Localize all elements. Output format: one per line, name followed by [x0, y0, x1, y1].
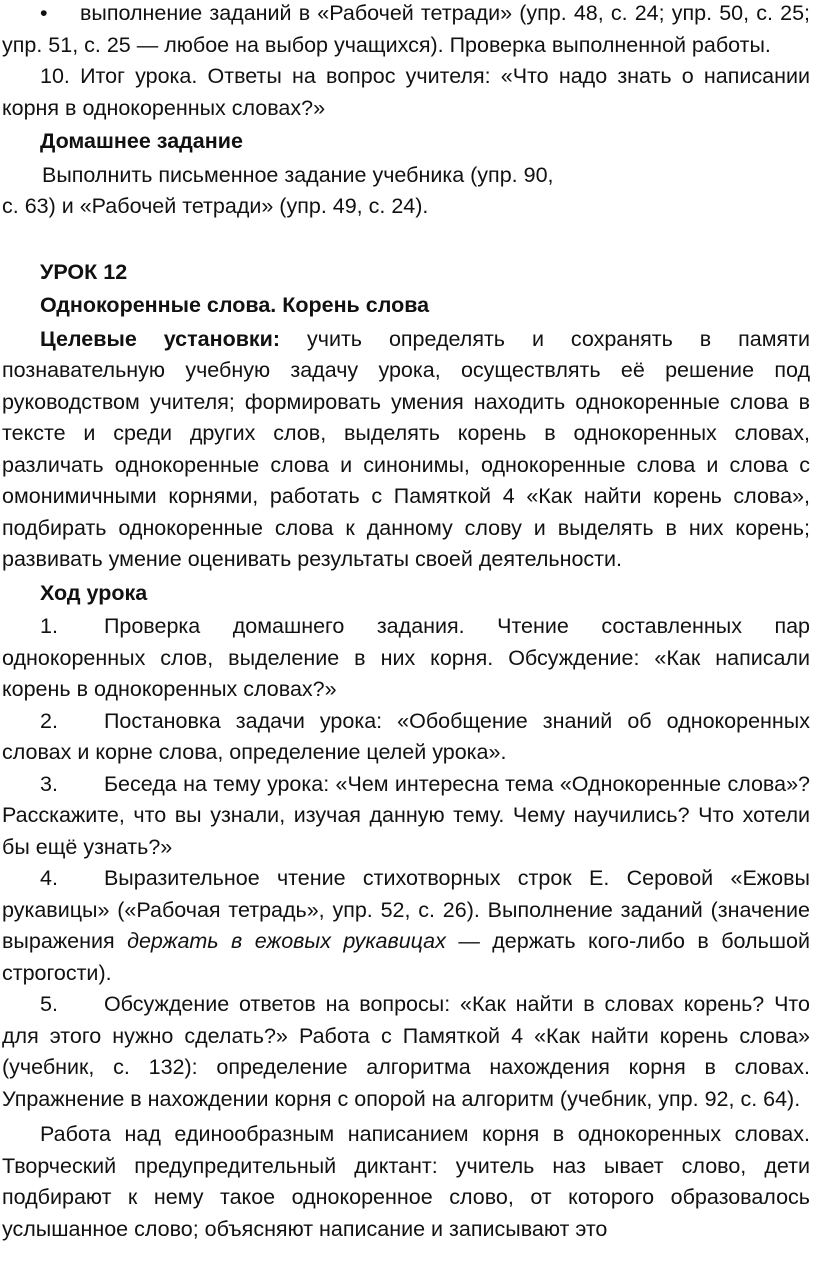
step-1-text: Проверка домашнего задания. Чтение составленных пар однокоренных слов, выделение в них корня. Обсуждение: «Как написали корень в однокоренных словах?» [2, 614, 810, 701]
step-1-paragraph [2, 611, 810, 706]
goals-text: учить определять и сохранять в памяти познавательную учебную задачу урока, осуществлять её решение под руководством учителя; формировать умения находить однокоренные слова в тексте и среди других слов, выделять корень в однокоренных словах, различать однокоренные слова и синонимы, однокоренные слова и слова с омонимичными корнями, работать с Памяткой 4 «Как найти корень слова», подбирать однокоренные слова к данному слову и выделять в них корень; развивать умение оценивать результаты своей деятельности. [2, 326, 810, 571]
closing-paragraph: Работа над единообразным написанием корня в однокоренных словах. Творческий предупредительный диктант: учитель наз ывает слово, дети подбирают к нему такое однокоренное слово, от которого образовалось услышанное слово; объясняют написание и записывают это [2, 1122, 810, 1241]
step-2-number: 2. [40, 708, 58, 733]
homework-heading: Домашнее задание [40, 129, 243, 153]
goals-label: Целевые установки: [40, 326, 281, 351]
item-10-paragraph: 10. Итог урока. Ответы на вопрос учителя: «Что надо знать о написании корня в однокоренных словах?» [2, 64, 810, 120]
goals-paragraph [2, 324, 810, 576]
homework-line-2: с. 63) и «Рабочей тетради» (упр. 49, с. 24). [2, 194, 429, 218]
step-2-paragraph [2, 706, 810, 769]
step-2-text: Постановка задачи урока: «Обобщение знаний об однокоренных словах и корне слова, определение целей урока». [2, 708, 810, 764]
step-5-number: 5. [40, 992, 58, 1016]
lesson-progress-heading: Ход урока [40, 580, 148, 605]
step-3-paragraph [2, 769, 810, 864]
step-4-number: 4. [40, 866, 58, 890]
lesson-topic-heading: Однокоренные слова. Корень слова [40, 293, 430, 317]
homework-line-1: Выполнить письменное задание учебника (упр. 90, [42, 162, 554, 187]
bullet-paragraph [2, 0, 810, 61]
step-4-text-after: — держать кого-либо в большой строгости). [2, 929, 811, 985]
lesson-number-heading: УРОК 12 [40, 259, 128, 284]
step-4-text-before: Выразительное чтение стихотворных строк Е. Серовой «Ежовы рукавицы» («Рабочая тетрадь», упр. 52, с. 26). Выполнение заданий (значение выражения [2, 866, 810, 953]
step-3-number: 3. [40, 771, 58, 796]
bullet-text: выполнение заданий в «Рабочей тетради» (упр. 48, с. 24; упр. 50, с. 25; упр. 51, с. 25 — любое на выбор учащихся). Проверка выполненной работы. [2, 1, 810, 57]
step-4-paragraph [2, 863, 810, 989]
step-4-italic-phrase: держать в ежовых рукавицах [127, 929, 446, 953]
step-1-number: 1. [40, 614, 58, 638]
step-5-text: Обсуждение ответов на вопросы: «Как найти в словах корень? Что для этого нужно сделать?» Работа с Памяткой 4 «Как найти корень слова» (учебник, с. 132): определение алгоритма нахождения корня в словах. Упражнение в нахождении корня с опорой на алгоритм (учебник, упр. 92, с. 64). [2, 992, 810, 1111]
step-3-text: Беседа на тему урока: «Чем интересна тема «Однокоренные слова»? Расскажите, что вы узнали, изучая данную тему. Чему научились? Что хотели бы ещё узнать?» [2, 771, 810, 859]
bullet-icon: • [40, 1, 48, 25]
step-5-paragraph [2, 989, 810, 1115]
